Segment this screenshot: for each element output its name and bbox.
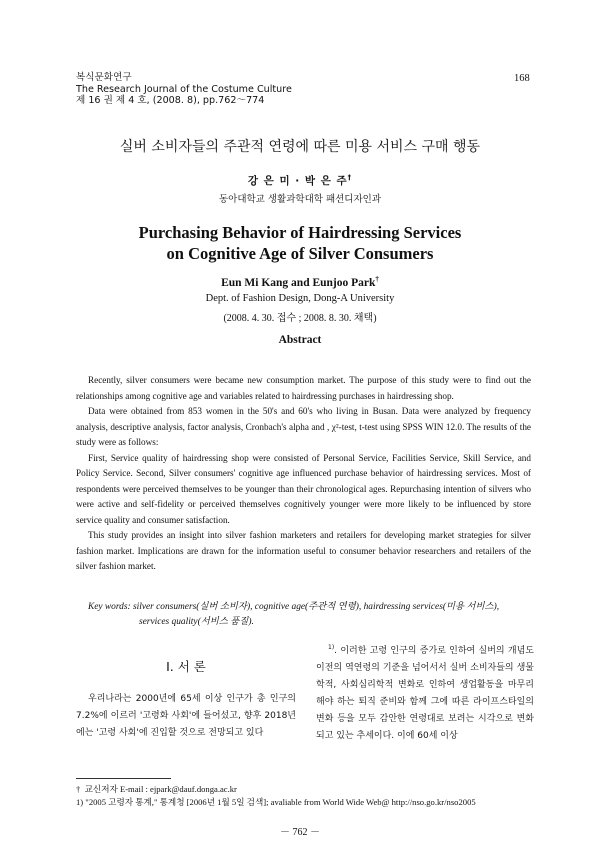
footnotes <box>76 783 536 809</box>
footnote-ref: 1) <box>328 644 335 651</box>
footnote-2: 1) "2005 고령자 통계," 통계청 [2006년 1월 5일 검색]; avaliable from World Wide Web@ http://nso.go.kr/nso2005 <box>76 797 476 807</box>
footnote-1-text: 교신저자 E-mail : ejpark@dauf.donga.ac.kr <box>84 784 237 794</box>
intro-text-right <box>316 639 534 745</box>
authors-korean <box>0 173 600 188</box>
corresponding-mark: † <box>347 173 353 182</box>
right-column <box>316 639 534 745</box>
page-number-top: 168 <box>514 73 530 84</box>
left-column <box>76 691 296 742</box>
title-english-line1: Purchasing Behavior of Hairdressing Services <box>138 223 462 242</box>
abstract-paragraph: Data were obtained from 853 women in the 50's and 60's who living in Busan. Data were analyzed by frequency analysis, descriptive analysis, factor analysis, Cronbach's alpha and , χ²-test, t-test using SPSS WIN 12.0. The results of the study were as follows: <box>76 406 531 447</box>
abstract-heading: Abstract <box>278 334 322 346</box>
section-heading: Ⅰ. 서 론 <box>166 659 206 674</box>
affiliation-english: Dept. of Fashion Design, Dong-A University <box>205 293 395 304</box>
authors-english <box>0 275 600 289</box>
authors-english-names: Eun Mi Kang and Eunjoo Park <box>221 276 376 289</box>
footnote-1-mark: † <box>76 784 81 794</box>
footnote-1 <box>76 783 536 796</box>
journal-name-en: The Research Journal of the Costume Culture <box>76 83 292 95</box>
keywords-line2: services quality(서비스 품질). <box>139 617 254 627</box>
intro-text-right-body: . 이러한 고령 인구의 증가로 인하여 실버의 개념도 이전의 역연령의 기준을 넘어서서 실버 소비자들의 생물학적, 사회심리학적 변화로 인하여 생업활동을 마무리 해야 하는 퇴직 준비와 함께 그에 따른 라이프스타일의 변화 등을 모두 감안한 연령대로 보려는 시각으로 변화되고 있는 추세이다. 이에 60세 이상 <box>316 646 534 741</box>
journal-header <box>76 72 292 107</box>
affiliation-korean: 동아대학교 생활과학대학 패션디자인과 <box>218 194 382 205</box>
abstract-body <box>76 373 531 575</box>
abstract-paragraph: First, Service quality of hairdressing shop were consisted of Personal Service, Facilities Service, Skill Service, and Policy Service. Second, Silver consumers' cognitive age influenced purchase behavior of hairdressing services. Most of respondents were perceived themselves to be younger than their chronological ages. Repurchasing intention of silvers who were active and self-fidelity or perceived themselves cognitively younger were more likely to be influenced by store service quality and consumer satisfaction. <box>76 452 531 525</box>
authors-korean-names: 강 은 미 · 박 은 주 <box>247 175 348 187</box>
received-dates: (2008. 4. 30. 접수 ; 2008. 8. 30. 채택) <box>223 313 377 324</box>
journal-name-kr: 복식문화연구 <box>76 72 132 83</box>
page-footer: － 762 － <box>280 827 320 838</box>
title-english <box>0 222 600 264</box>
keywords-line1: silver consumers(실버 소비자), cognitive age(주관적 연령), hairdressing services(미용 서비스), <box>132 602 500 612</box>
keywords-label: Key words: <box>88 602 131 612</box>
corresponding-mark-en: † <box>375 275 379 283</box>
abstract-paragraph: This study provides an insight into silver fashion marketers and retailers for developing market strategies for silver fashion market. Implications are drawn for the information useful to consumer behavior researchers and retailers of the silver fashion market. <box>76 530 531 571</box>
title-korean: 실버 소비자들의 주관적 연령에 따른 미용 서비스 구매 행동 <box>119 139 481 155</box>
keywords <box>88 600 538 630</box>
journal-volume: 제 16 권 제 4 호, (2008. 8), pp.762～774 <box>76 95 265 106</box>
intro-text-left: 우리나라는 2000년에 65세 이상 인구가 총 인구의 7.2%에 이르러 '고령화 사회'에 들어섰고, 향후 2018년에는 '고령 사회'에 진입할 것으로 전망되고 있다 <box>76 694 296 738</box>
title-english-line2: on Cognitive Age of Silver Consumers <box>166 244 434 263</box>
footnote-divider <box>76 778 171 779</box>
abstract-paragraph: Recently, silver consumers were became new consumption market. The purpose of this study were to find out the relationships among cognitive age and variables related to hairdressing purchases in hairdressing shop. <box>76 375 531 401</box>
